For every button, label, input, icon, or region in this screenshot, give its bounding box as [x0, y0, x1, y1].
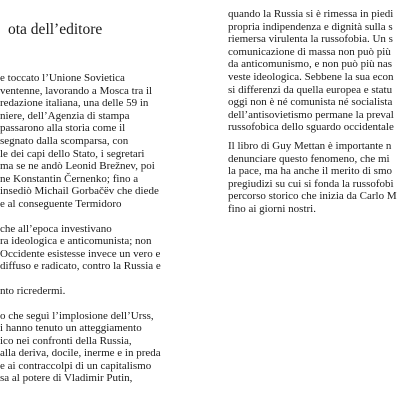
text-line: e ai contraccolpi di un capitalismo [0, 359, 152, 372]
text-line: denunciare questo fenomeno, che mi [228, 152, 390, 165]
text-line: ne Konstantin Černenko; fino a [0, 172, 139, 185]
left-column [0, 72, 198, 385]
right-column [228, 8, 400, 216]
paragraph [0, 72, 198, 211]
text-line: ico nei confronti della Russia, [0, 334, 132, 347]
paragraph [228, 8, 400, 134]
paragraph [0, 223, 198, 273]
text-line: si differenzi da quella europea e statu [228, 83, 393, 96]
text-line: diffuso e radicato, contro la Russia e [0, 260, 161, 273]
text-line: nto ricredermi. [0, 284, 66, 297]
text-line: Occidente esistesse invece un vero e [0, 247, 161, 260]
text-line: segnato dalla scomparsa, con [0, 134, 129, 147]
text-line: ventenne, lavorando a Mosca tra il [0, 84, 153, 97]
text-line: pregiudizi su cui si fonda la russofobi [228, 177, 394, 190]
text-line: propria indipendenza e dignità sulla s [228, 20, 393, 33]
text-line: russofobica dello sguardo occidentale [228, 121, 394, 134]
paragraph [228, 140, 400, 216]
text-line: comunicazione di massa non può più [228, 45, 391, 58]
text-line: fino ai giorni nostri. [228, 202, 316, 215]
text-line: le dei capi dello Stato, i segretari [0, 147, 145, 160]
text-line: che all’epoca investivano [0, 222, 112, 235]
paragraph [0, 310, 198, 386]
paragraph [0, 285, 198, 298]
text-line: niere, dell’Agenzia di stampa [0, 109, 130, 122]
text-line: veste ideologica. Sebbene la sua econ [228, 70, 394, 83]
text-line: quando la Russia si è rimessa in piedi [228, 8, 394, 20]
text-line: la pace, ma ha anche il merito di smo [228, 165, 393, 178]
text-line: alla deriva, docile, inerme e in preda [0, 347, 161, 360]
text-line: ma se ne andò Leonid Brežnev, poi [0, 160, 155, 173]
text-line: ra ideologica e anticomunista; non [0, 235, 152, 248]
text-line: i hanno tenuto un atteggiamento [0, 322, 142, 335]
text-line: dell’antisovietismo permane la preval [228, 108, 394, 121]
text-line: e toccato l’Unione Sovietica [0, 72, 125, 84]
text-line: o che seguì l’implosione dell’Urss, [0, 309, 154, 322]
text-line: sa al potere di Vladimir Putin, [0, 372, 133, 385]
page-title: ota dell’editore [8, 21, 103, 38]
text-line: oggi non è né comunista né socialista [228, 96, 393, 109]
text-line: percorso storico che inizia da Carlo M [228, 190, 397, 203]
text-line: da anticomunismo, e non può più nas [228, 58, 393, 71]
text-line: passarono alla storia come il [0, 122, 126, 135]
text-line: redazione italiana, una delle 59 in [0, 97, 149, 110]
text-line: riemersa virulenta la russofobia. Un s [228, 33, 393, 46]
text-line: Il libro di Guy Mettan è importante n [228, 139, 392, 152]
text-line: e al conseguente Termidoro [0, 197, 122, 210]
text-line: insediò Michail Gorbačëv che diede [0, 185, 159, 198]
